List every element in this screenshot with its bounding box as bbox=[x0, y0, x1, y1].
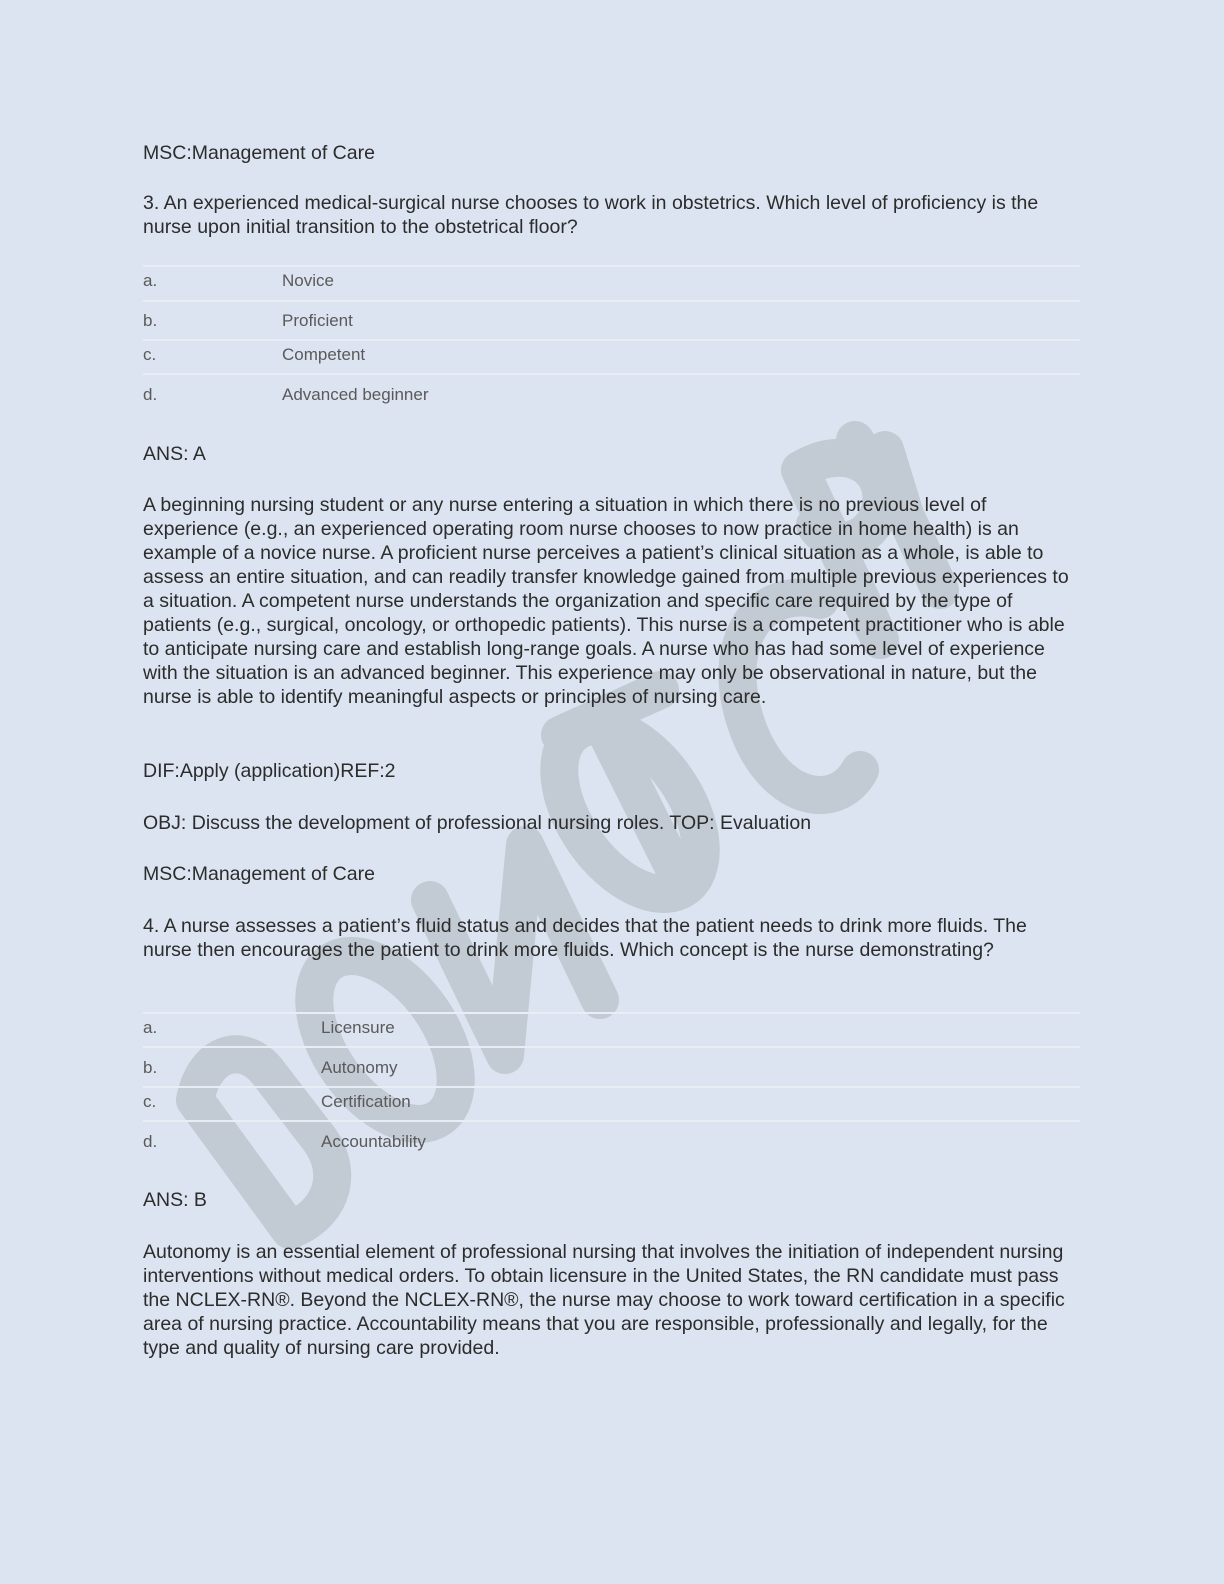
answer-q4: ANS: B bbox=[143, 1189, 207, 1211]
msc-management-of-care: MSC:Management of Care bbox=[143, 863, 375, 885]
option-divider bbox=[143, 1120, 1080, 1122]
option-text: Accountability bbox=[321, 1132, 426, 1151]
rationale-q3: A beginning nursing student or any nurse entering a situation in which there is no previous level of experience (e.g., an experienced operating room nurse chooses to now practice in home health) is an example of a novice nurse. A proficient nurse perceives a patient’s clinical situation as a whole, is able to assess an entire situation, and can readily transfer knowledge gained from multiple previous experiences to a situation. A competent nurse understands the organization and specific care required by the type of patients (e.g., surgical, oncology, or orthopedic patients). This nurse is a competent practitioner who is able to anticipate nursing care and establish long-range goals. A nurse who has had some level of experience with the situation is an advanced beginner. This experience may only be observational in nature, but the nurse is able to identify meaningful aspects or principles of nursing care. bbox=[143, 494, 1069, 708]
option-divider bbox=[143, 1086, 1080, 1088]
option-letter: a. bbox=[143, 1018, 158, 1037]
rationale-q4: Autonomy is an essential element of professional nursing that involves the initiation of independent nursing interventions without medical orders. To obtain licensure in the United States, the RN candidate must pass the NCLEX-RN®. Beyond the NCLEX-RN®, the nurse may choose to work toward certification in a specific area of nursing practice. Accountability means that you are responsible, professionally and legally, for the type and quality of nursing care provided. bbox=[143, 1241, 1065, 1359]
option-letter: d. bbox=[143, 1132, 158, 1151]
option-divider bbox=[143, 1046, 1080, 1048]
question-4: 4. A nurse assesses a patient’s fluid status and decides that the patient needs to drink more fluids. The nurse then encourages the patient to drink more fluids. Which concept is the nurse demonstrating? bbox=[143, 915, 1027, 961]
option-divider bbox=[143, 1012, 1080, 1014]
question-3: 3. An experienced medical-surgical nurse chooses to work in obstetrics. Which level of proficiency is the nurse upon initial transition to the obstetrical floor? bbox=[143, 192, 1039, 238]
option-divider bbox=[143, 339, 1080, 341]
option-text: Advanced beginner bbox=[282, 385, 429, 404]
option-letter: c. bbox=[143, 345, 157, 364]
option-letter: d. bbox=[143, 385, 158, 404]
answer-q3: ANS: A bbox=[143, 443, 206, 465]
objective-topic-q3: OBJ: Discuss the development of professional nursing roles. TOP: Evaluation bbox=[143, 812, 812, 834]
option-text: Autonomy bbox=[321, 1058, 398, 1077]
option-divider bbox=[143, 373, 1080, 375]
option-letter: b. bbox=[143, 311, 158, 330]
option-text: Novice bbox=[282, 271, 334, 290]
option-text: Competent bbox=[282, 345, 366, 364]
option-divider bbox=[143, 265, 1080, 267]
option-text: Certification bbox=[321, 1092, 411, 1111]
option-letter: b. bbox=[143, 1058, 158, 1077]
option-divider bbox=[143, 300, 1080, 302]
option-text: Proficient bbox=[282, 311, 353, 330]
msc-management-of-care: MSC:Management of Care bbox=[143, 142, 375, 164]
option-letter: a. bbox=[143, 271, 158, 290]
option-letter: c. bbox=[143, 1092, 157, 1111]
option-text: Licensure bbox=[321, 1018, 395, 1037]
difficulty-ref-q3: DIF:Apply (application)REF:2 bbox=[143, 760, 396, 782]
